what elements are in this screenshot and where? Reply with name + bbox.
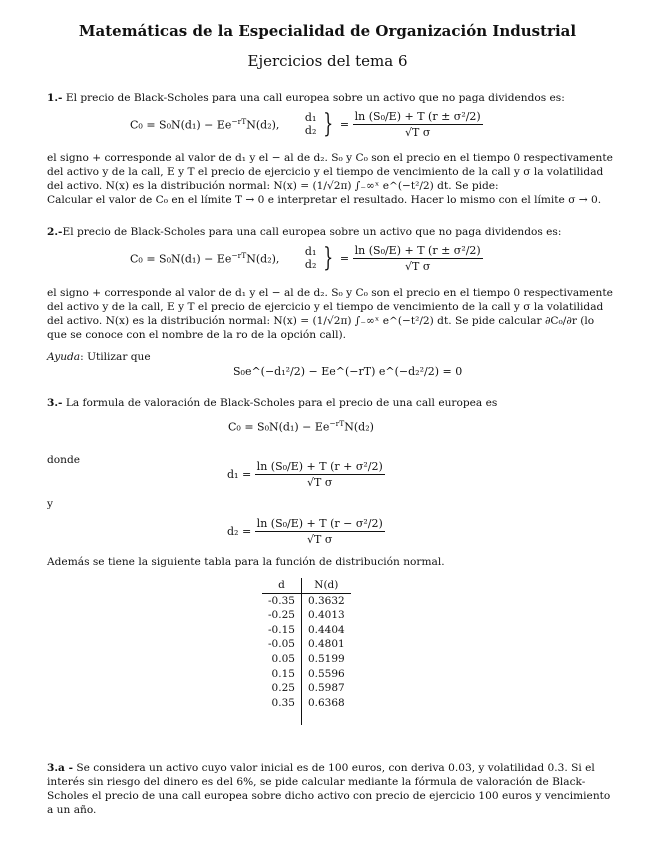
exercise-2-intro-text: El precio de Black-Scholes para una call europea sobre un activo que no paga dividendos es: [62,226,562,238]
ex2-d1-label: d₁ [304,245,317,258]
ex3-d2-fraction [255,517,385,546]
ex2-hint-formula: S₀e^(−d₁²/2) − Ee^(−rT) e^(−d₂²/2) = 0 [233,365,463,378]
exercise-1-body [47,151,617,207]
table-cell-d: -0.25 [268,609,295,622]
exercise-3a [47,761,617,817]
ex3-formula: C₀ = S₀N(d₁) − Ee [228,420,330,434]
table-row [262,667,351,682]
ex3-d2-numerator: ln (S₀/E) + T (r − σ²/2) [256,517,383,530]
exercise-1-label: 1.- [47,92,63,104]
ex3-table-intro: Además se tiene la siguiente tabla para la función de distribución normal. [47,556,445,568]
ex2-brace: } [323,243,334,273]
ex2-formula-exp: −rT [231,250,247,260]
ex3a-line: a un año. [47,804,97,816]
exercise-3-formula [228,419,374,434]
normal-distribution-table [262,578,351,725]
page-subtitle: Ejercicios del tema 6 [247,52,408,70]
ex1-brace: } [323,109,334,139]
exercise-3-intro [47,396,617,410]
exercise-2-hint [47,350,617,364]
table-header-d: d [262,578,301,593]
table-cell-nd: 0.5199 [301,652,350,667]
ex3-y: y [47,498,53,510]
exercise-2-intro [47,225,617,239]
ex1-fraction-numerator: ln (S₀/E) + T (r ± σ²/2) [354,109,481,123]
ex2-fraction [353,244,483,273]
exercise-3-intro-text: La formula de valoración de Black-Scholes para el precio de una call europea es [65,397,498,409]
ex2-formula-right: N(d₂), [246,252,280,266]
table-row [262,608,351,623]
ex3-d2-formula [227,517,385,546]
ex2-body-line: del activo. N(x) es la distribución normal: N(x) = (1/√2π) ∫₋∞ˣ e^(−t²/2) dt. Se pide calcular ∂C₀/∂r (lo [47,315,595,327]
page-title: Matemáticas de la Especialidad de Organización Industrial [78,22,577,40]
exercise-1-intro-text: El precio de Black-Scholes para una call europea sobre un activo que no paga dividendos es: [65,92,565,104]
table-row [262,681,351,696]
ex1-equals: = [339,117,350,131]
table-cell-d: 0.05 [271,652,295,665]
ex1-d1-label: d₁ [304,111,317,124]
ex2-hint-text: : Utilizar que [80,351,151,363]
ex3-formula-exp: −rT [329,419,345,428]
ex1-fraction-denominator: √T σ [405,125,431,139]
table-cell-nd: 0.6368 [301,696,350,711]
table-row [262,696,351,711]
ex2-body-line: que se conoce con el nombre de la ro de la opción call). [47,329,347,341]
table-row [262,623,351,638]
ex3-donde: donde [47,454,81,466]
ex1-body-line: el signo + corresponde al valor de d₁ y el − al de d₂. S₀ y C₀ son el precio en el tiempo 0 respectivamente [47,152,613,164]
table-cell-d: 0.35 [271,696,295,709]
table-cell-d: -0.05 [268,638,295,651]
ex2-fraction-denominator: √T σ [405,259,431,273]
table-row [262,652,351,667]
table-cell-d: 0.15 [271,667,295,680]
ex2-body-line: del activo y de la call, E y T el precio de ejercicio y el tiempo de vencimiento de la call y σ la volatilidad [47,301,604,313]
ex1-formula-left: C₀ = S₀N(d₁) − Ee [130,118,232,132]
exercise-2-label: 2.- [47,226,63,238]
ex1-formula-exp: −rT [231,116,247,126]
ex2-d2-label: d₂ [304,258,317,271]
ex3a-line: interés sin riesgo del dinero es del 6%, se pide calcular mediante la fórmula de valoración de Black- [47,776,586,788]
table-cell-nd: 0.4404 [301,623,350,638]
table-row [262,637,351,652]
table-empty-row [262,710,351,725]
ex1-body-line: del activo y de la call, E y T el precio de ejercicio y el tiempo de vencimiento de la call y σ la volatilidad [47,166,604,178]
table-cell-nd: 0.4801 [301,637,350,652]
ex3-d1-denominator: √T σ [307,476,333,489]
table-cell-d: -0.15 [268,623,295,636]
ex3a-line-text: Se considera un activo cuyo valor inicial es de 100 euros, con deriva 0.03, y volatilidad 0.3. Si el [76,762,595,774]
exercise-2-body [47,286,617,342]
exercise-1-intro [47,91,617,105]
table-header-nd: N(d) [301,578,350,593]
ex2-equals: = [339,251,350,265]
exercise-3a-label: 3.a - [47,762,74,774]
ex2-formula-left: C₀ = S₀N(d₁) − Ee [130,252,232,266]
table-row [262,593,351,608]
ex3a-line [47,761,617,775]
ex2-fraction-numerator: ln (S₀/E) + T (r ± σ²/2) [354,243,481,257]
ex3-d1-lhs: d₁ = [227,468,252,481]
table-header-row [262,578,351,593]
ex1-body-line: del activo. N(x) es la distribución normal: N(x) = (1/√2π) ∫₋∞ˣ e^(−t²/2) dt. Se pide: [47,180,499,192]
ex3-d2-denominator: √T σ [307,533,333,546]
ex3-d2-lhs: d₂ = [227,525,252,538]
table-cell-nd: 0.3632 [301,593,350,608]
ex1-body-line: Calcular el valor de C₀ en el límite T → 0 e interpretar el resultado. Hacer lo mismo con el límite σ → 0. [47,194,602,206]
table-cell-d: -0.35 [268,594,295,607]
ex3-d1-numerator: ln (S₀/E) + T (r + σ²/2) [256,460,383,473]
ex2-body-line: el signo + corresponde al valor de d₁ y el − al de d₂. S₀ y C₀ son el precio en el tiempo 0 respectivamente [47,287,613,299]
ex3-d1-fraction [255,460,385,489]
table-cell-nd: 0.5596 [301,667,350,682]
ex1-d2-label: d₂ [304,124,317,137]
ex3-d1-formula [227,460,385,489]
table-cell-d: 0.25 [271,682,295,695]
exercise-1-formula [130,109,483,139]
ex3-formula-tail: N(d₂) [344,420,374,434]
ex3a-line: Scholes el precio de una call europea sobre dicho activo con precio de ejercicio 100 euros y vencimiento [47,790,611,802]
table-cell-nd: 0.4013 [301,608,350,623]
table-cell-nd: 0.5987 [301,681,350,696]
ex1-fraction [353,110,483,139]
exercise-3-label: 3.- [47,397,63,409]
ex2-hint-label: Ayuda [47,351,81,363]
exercise-2-formula [130,243,483,273]
ex1-formula-right: N(d₂), [246,118,280,132]
